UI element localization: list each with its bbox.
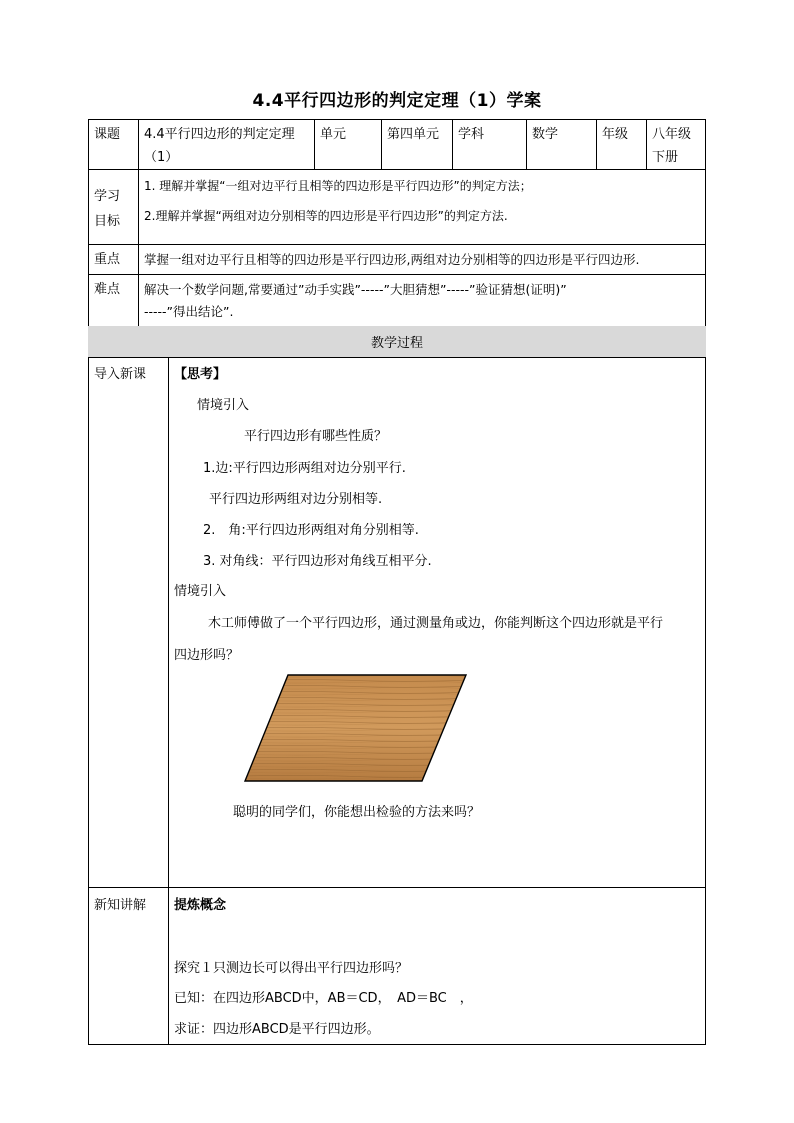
property-diagonals: 3. 对角线：平行四边形对角线互相平分.: [203, 554, 432, 569]
scenario-heading: 情境引入: [197, 398, 250, 413]
key-point-label: 重点: [94, 252, 121, 267]
smart-question: 聪明的同学们，你能想出检验的方法来吗？: [233, 805, 481, 820]
goal-item-2: 2.理解并掌握“两组对边分别相等的四边形是平行四边形”的判定方法.: [144, 209, 508, 223]
wood-parallelogram-image: [240, 672, 470, 784]
unit-label: 单元: [320, 127, 347, 142]
unit-value: 第四单元: [387, 127, 440, 142]
scenario-heading-2: 情境引入: [174, 584, 227, 599]
lesson-value-cont: （1）: [144, 150, 179, 165]
property-angles: 2. 角:平行四边形两组对角分别相等.: [203, 523, 419, 538]
carpenter-question: 木工师傅做了一个平行四边形，通过测量角或边，你能判断这个四边形就是平行: [208, 616, 664, 631]
process-header: 教学过程: [370, 336, 423, 351]
goals-label: 学习: [94, 189, 121, 204]
concept-heading: 提炼概念: [174, 898, 227, 913]
grade-label: 年级: [602, 127, 629, 142]
difficulty-text: 解决一个数学问题,常要通过”动手实践”-----”大胆猜想”-----”验证猜想(证明)”: [144, 282, 567, 297]
subject-value: 数学: [532, 127, 559, 142]
property-sides-equal: 平行四边形两组对边分别相等.: [209, 492, 383, 507]
document-title: 4.4平行四边形的判定定理（1）学案: [252, 91, 542, 111]
given-statement: 已知：在四边形ABCD中，AB＝CD， AD＝BC ，: [174, 991, 473, 1006]
grade-value: 八年级: [652, 127, 692, 142]
explore-question: 探究１只测边长可以得出平行四边形吗？: [174, 961, 409, 976]
lesson-label: 课题: [94, 127, 121, 142]
difficulty-text-cont: -----”得出结论”.: [144, 304, 234, 319]
carpenter-question-cont: 四边形吗？: [174, 648, 240, 663]
think-heading: 【思考】: [174, 367, 227, 382]
lesson-value: 4.4平行四边形的判定定理: [144, 127, 295, 142]
intro-label: 导入新课: [94, 367, 147, 382]
difficulty-label: 难点: [94, 282, 121, 297]
properties-question: 平行四边形有哪些性质？: [244, 429, 388, 444]
goals-label-cont: 目标: [94, 214, 121, 229]
new-knowledge-label: 新知讲解: [94, 898, 147, 913]
key-point-text: 掌握一组对边平行且相等的四边形是平行四边形,两组对边分别相等的四边形是平行四边形.: [144, 252, 640, 267]
property-sides: 1.边:平行四边形两组对边分别平行.: [203, 461, 406, 476]
prove-statement: 求证：四边形ABCD是平行四边形。: [174, 1022, 380, 1037]
grade-value-cont: 下册: [652, 150, 679, 165]
process-header-bar: [88, 326, 706, 357]
subject-label: 学科: [458, 127, 485, 142]
goal-item-1: 1. 理解并掌握“一组对边平行且相等的四边形是平行四边形”的判定方法；: [144, 179, 532, 193]
